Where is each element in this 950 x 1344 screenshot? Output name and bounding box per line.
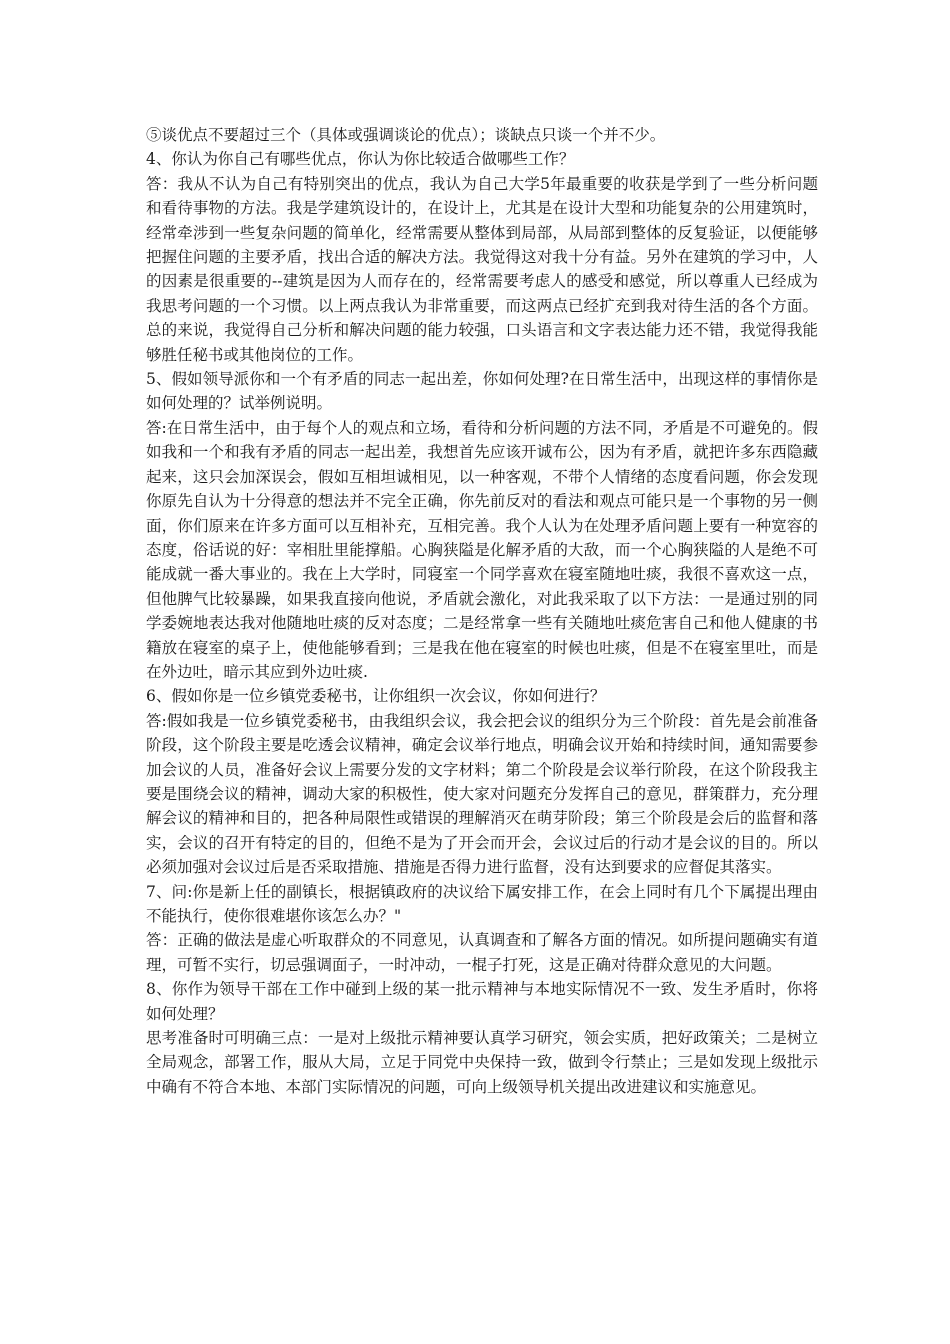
question-5: 5、假如领导派你和一个有矛盾的同志一起出差，你如何处理?在日常生活中，出现这样的事情你是如何处理的？试举例说明。 [146,370,818,413]
paragraph-tip-5: ⑤谈优点不要超过三个（具体或强调谈论的优点）；谈缺点只谈一个并不少。 [146,126,666,144]
answer-8: 思考准备时可明确三点：一是对上级批示精神要认真学习研究，领会实质，把好政策关；二是树立全局观念，部署工作，服从大局，立足于同党中央保持一致，做到令行禁止；三是如发现上级批示中确有不符合本地、本部门实际情况的问题，可向上级领导机关提出改进建议和实施意见。 [146,1029,818,1096]
document-body [146,123,818,1099]
answer-4: 答：我从不认为自己有特别突出的优点，我认为自己大学5年最重要的收获是学到了一些分析问题和看待事物的方法。我是学建筑设计的，在设计上，尤其是在设计大型和功能复杂的公用建筑时，经常牵涉到一些复杂问题的简单化，经常需要从整体到局部，从局部到整体的反复验证，以便能够把握住问题的主要矛盾，找出合适的解决方法。我觉得这对我十分有益。另外在建筑的学习中，人的因素是很重要的--建筑是因为人而存在的，经常需要考虑人的感受和感觉，所以尊重人已经成为我思考问题的一个习惯。以上两点我认为非常重要，而这两点已经扩充到我对待生活的各个方面。总的来说，我觉得自己分析和解决问题的能力较强，口头语言和文字表达能力还不错，我觉得我能够胜任秘书或其他岗位的工作。 [146,174,818,364]
question-6: 6、假如你是一位乡镇党委秘书，让你组织一次会议，你如何进行？ [146,687,606,706]
answer-6: 答:假如我是一位乡镇党委秘书，由我组织会议，我会把会议的组织分为三个阶段：首先是会前准备阶段，这个阶段主要是吃透会议精神，确定会议举行地点，明确会议开始和持续时间，通知需要参加会议的人员，准备好会议上需要分发的文字材料；第二个阶段是会议举行阶段，在这个阶段我主要是围绕会议的精神，调动大家的积极性，使大家对问题充分发挥自己的意见，群策群力，充分理解会议的精神和目的，把各种局限性或错误的理解消灭在萌芽阶段；第三个阶段是会后的监督和落实，会议的召开有特定的目的，但绝不是为了开会而开会，会议过后的行动才是会议的目的。所以必须加强对会议过后是否采取措施、措施是否得力进行监督，没有达到要求的应督促其落实。 [146,711,818,877]
question-4: 4、你认为你自己有哪些优点，你认为你比较适合做哪些工作？ [146,150,575,169]
answer-5: 答:在日常生活中，由于每个人的观点和立场，看待和分析问题的方法不同，矛盾是不可避免的。假如我和一个和我有矛盾的同志一起出差，我想首先应该开诚布公，因为有矛盾，就把许多东西隐藏起来，这只会加深误会，假如互相坦诚相见，以一种客观，不带个人情绪的态度看问题，你会发现你原先自认为十分得意的想法并不完全正确，你先前反对的看法和观点可能只是一个事物的另一侧面，你们原来在许多方面可以互相补充，互相完善。我个人认为在处理矛盾问题上要有一种宽容的态度，俗话说的好：宰相肚里能撑船。心胸狭隘是化解矛盾的大敌，而一个心胸狭隘的人是绝不可能成就一番大事业的。我在上大学时，同寝室一个同学喜欢在寝室随地吐痰，我很不喜欢这一点，但他脾气比较暴躁，如果我直接向他说，矛盾就会激化，对此我采取了以下方法：一是通过别的同学委婉地表达我对他随地吐痰的反对态度；二是经常拿一些有关随地吐痰危害自己和他人健康的书籍放在寝室的桌子上，使他能够看到；三是我在他在寝室的时候也吐痰，但是不在寝室里吐，而是在外边吐，暗示其应到外边吐痰. [146,418,818,681]
question-7: 7、问:你是新上任的副镇长，根据镇政府的决议给下属安排工作，在会上同时有几个下属提出理由不能执行，使你很难堪你该怎么办？" [146,882,818,925]
question-8: 8、你作为领导干部在工作中碰到上级的某一批示精神与本地实际情况不一致、发生矛盾时，你将如何处理？ [146,980,818,1023]
answer-7: 答：正确的做法是虚心听取群众的不同意见，认真调查和了解各方面的情况。如所提问题确实有道理，可暂不实行，切忌强调面子，一时冲动，一棍子打死，这是正确对待群众意见的大问题。 [146,931,818,974]
